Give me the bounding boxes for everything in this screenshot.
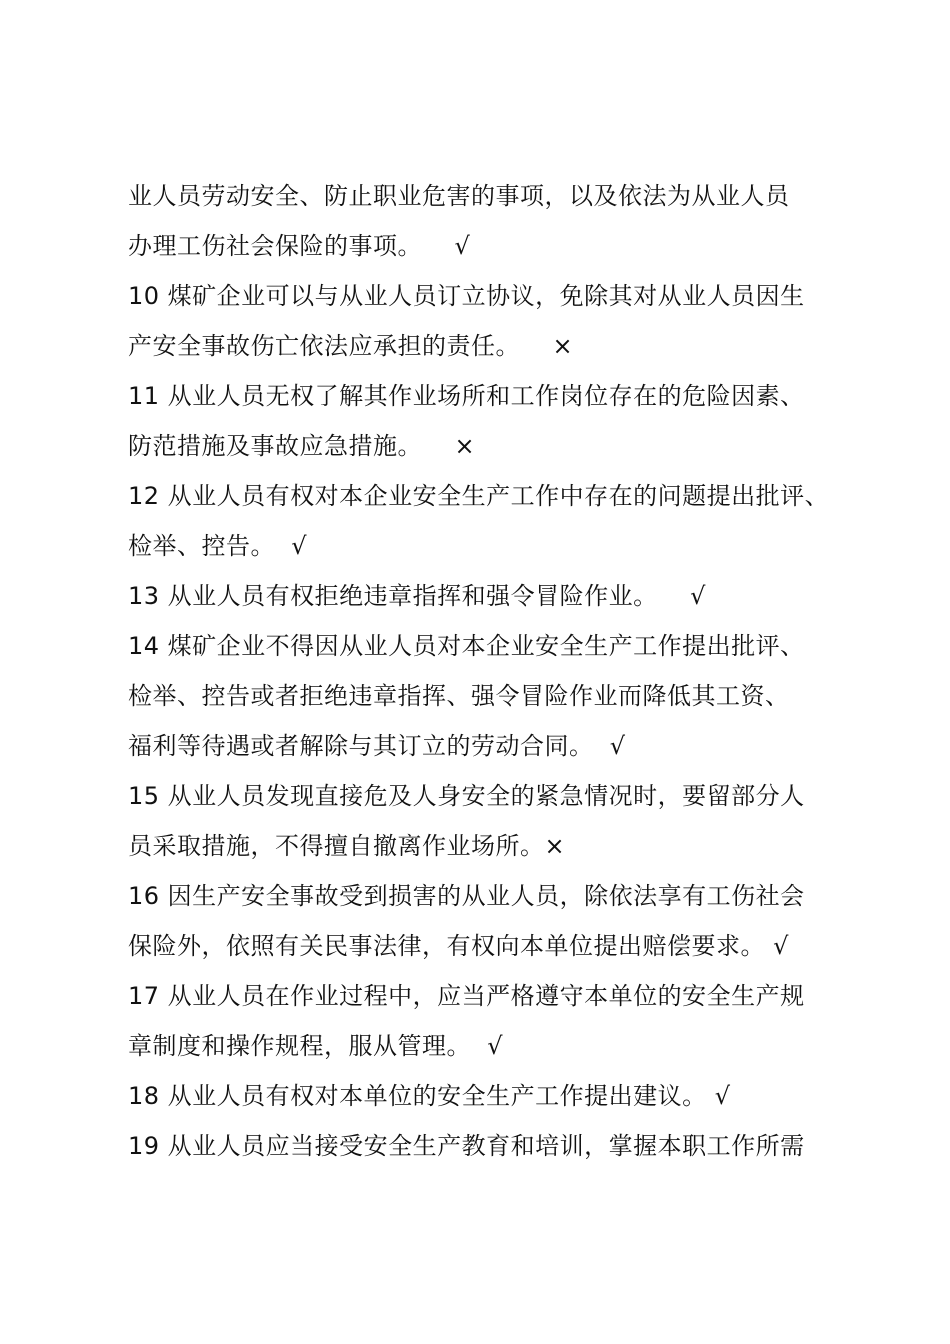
text-line: 13 从业人员有权拒绝违章指挥和强令冒险作业。 √ — [128, 582, 706, 610]
text-line: 15 从业人员发现直接危及人身安全的紧急情况时，要留部分人 — [128, 782, 805, 810]
text-line: 办理工伤社会保险的事项。 √ — [128, 232, 471, 260]
text-line: 业人员劳动安全、防止职业危害的事项，以及依法为从业人员 — [128, 182, 790, 210]
text-line: 12 从业人员有权对本企业安全生产工作中存在的问题提出批评、 — [128, 482, 830, 510]
text-line: 章制度和操作规程，服从管理。 √ — [128, 1032, 504, 1060]
text-line: 18 从业人员有权对本单位的安全生产工作提出建议。 √ — [128, 1082, 731, 1110]
text-line: 16 因生产安全事故受到损害的从业人员，除依法享有工伤社会 — [128, 882, 805, 910]
text-line: 17 从业人员在作业过程中，应当严格遵守本单位的安全生产规 — [128, 982, 805, 1010]
text-line: 11 从业人员无权了解其作业场所和工作岗位存在的危险因素、 — [128, 382, 805, 410]
text-line: 19 从业人员应当接受安全生产教育和培训，掌握本职工作所需 — [128, 1132, 805, 1160]
text-line: 员采取措施，不得擅自撤离作业场所。× — [128, 832, 566, 860]
text-line: 保险外，依照有关民事法律，有权向本单位提出赔偿要求。 √ — [128, 932, 789, 960]
text-line: 产安全事故伤亡依法应承担的责任。 × — [128, 332, 574, 360]
text-line: 福利等待遇或者解除与其订立的劳动合同。 √ — [128, 732, 626, 760]
text-line: 10 煤矿企业可以与从业人员订立协议，免除其对从业人员因生 — [128, 282, 805, 310]
text-line: 检举、控告或者拒绝违章指挥、强令冒险作业而降低其工资、 — [128, 682, 790, 710]
text-line: 检举、控告。 √ — [128, 532, 308, 560]
text-line: 14 煤矿企业不得因从业人员对本企业安全生产工作提出批评、 — [128, 632, 805, 660]
text-line: 防范措施及事故应急措施。 × — [128, 432, 476, 460]
